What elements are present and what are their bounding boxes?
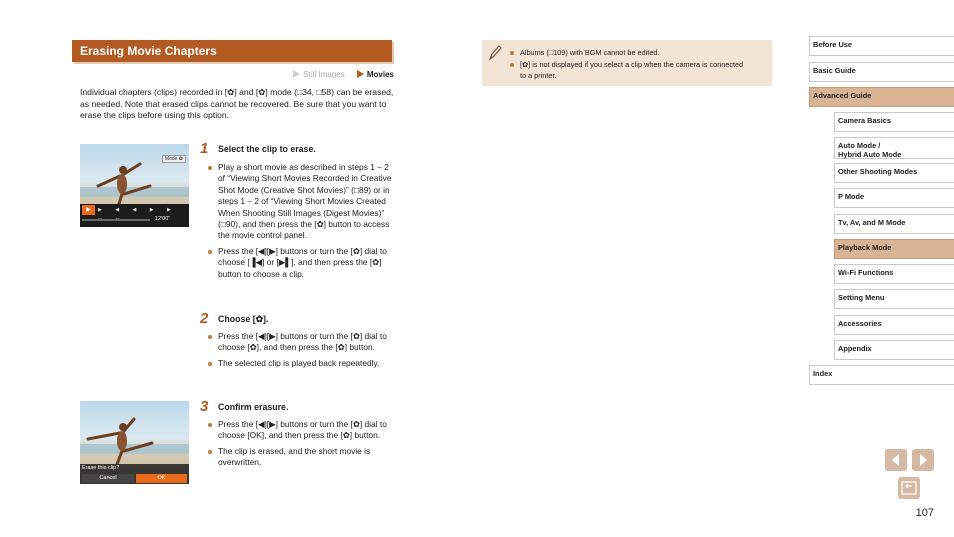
movie-control-screenshot	[80, 144, 189, 227]
erase-dialog	[80, 464, 189, 484]
mode-badge: Mode ✿	[162, 155, 186, 163]
movies-label: Movies	[366, 70, 394, 79]
nav-item-tv-av-and-m-mode[interactable]: Tv, Av, and M Mode	[834, 214, 954, 234]
step-1-number: 1	[200, 140, 209, 157]
step-2-bullet-1: Press the [◀][▶] buttons or turn the [✿] dial to choose [✿], and then press the [✿] button.	[208, 331, 396, 354]
intro-text: Individual chapters (clips) recorded in [✿] and [✿] mode (□34, □58) can be erased, as needed. Note that erased clips cannot be recovered. Be sure that you want to erase the clips before using this option.	[80, 87, 394, 120]
nav-item-playback-mode[interactable]: Playback Mode	[834, 239, 954, 259]
next-page-button[interactable]	[912, 449, 934, 471]
nav-item-wi-fi-functions[interactable]: Wi-Fi Functions	[834, 264, 954, 284]
previous-page-button[interactable]	[885, 449, 907, 471]
progress-bar	[82, 219, 150, 221]
section-title-bar	[72, 40, 392, 62]
nav-item-p-mode[interactable]: P Mode	[834, 188, 954, 208]
nav-item-auto-mode-hybrid-auto-mode[interactable]: Auto Mode / Hybrid Auto Mode	[834, 137, 954, 159]
ok-option[interactable]: OK	[136, 474, 187, 483]
note-box	[482, 40, 772, 86]
still-images-triangle-icon	[293, 70, 300, 78]
step-2-title: Choose [✿].	[218, 314, 269, 324]
step-1-bullet-2: Press the [◀][▶] buttons or turn the [✿] dial to choose [▐◀] or [▶▌], and then press the [✿] button to choose a clip.	[208, 246, 396, 280]
return-arrow-icon	[898, 477, 920, 499]
still-images-label: Still Images	[303, 70, 345, 79]
step-2-bullet-2: The selected clip is played back repeatedly.	[208, 358, 396, 369]
movie-control-panel	[80, 204, 189, 227]
pencil-icon	[487, 44, 503, 62]
movies-triangle-icon	[357, 70, 364, 78]
nav-item-appendix[interactable]: Appendix	[834, 340, 954, 360]
nav-item-accessories[interactable]: Accessories	[834, 315, 954, 335]
step-1-bullet-1: Play a short movie as described in steps 1 – 2 of “Viewing Short Movies Recorded in Creative Shot Mode (Creative Shot Movies)” (□89) or in steps 1 – 2 of “Viewing Short Movies Created When Shooting Still Images (Digest Movies)” (□90), and then press the [✿] button to access the movie control panel.	[208, 162, 396, 242]
step-3-bullets	[208, 419, 396, 473]
nav-item-advanced-guide[interactable]: Advanced Guide	[809, 87, 954, 107]
nav-item-other-shooting-modes[interactable]: Other Shooting Modes	[834, 163, 954, 183]
note-2: [✿] is not displayed if you select a clip when the camera is connected to a printer.	[510, 59, 750, 81]
nav-item-camera-basics[interactable]: Camera Basics	[834, 112, 954, 132]
step-1-bullets	[208, 162, 396, 284]
step-3-title: Confirm erasure.	[218, 402, 289, 412]
mode-indicator	[293, 70, 394, 79]
page-number: 107	[915, 507, 934, 519]
step-3-bullet-1: Press the [◀][▶] buttons or turn the [✿] dial to choose [OK], and then press the [✿] button.	[208, 419, 396, 442]
triangle-left-icon	[885, 449, 907, 471]
nav-item-basic-guide[interactable]: Basic Guide	[809, 62, 954, 82]
control-icons: ▶ ◀ ◀ ▶ ▶	[98, 207, 177, 213]
step-2-bullets	[208, 331, 396, 373]
step-1-title: Select the clip to erase.	[218, 144, 316, 154]
step-2-number: 2	[200, 310, 209, 327]
nav-item-index[interactable]: Index	[809, 365, 954, 385]
section-title: Erasing Movie Chapters	[80, 44, 217, 58]
step-3-bullet-2: The clip is erased, and the short movie is overwritten.	[208, 446, 396, 469]
nav-item-setting-menu[interactable]: Setting Menu	[834, 289, 954, 309]
note-bullets	[510, 47, 750, 82]
step-3-number: 3	[200, 398, 209, 415]
triangle-right-icon	[912, 449, 934, 471]
erase-prompt: Erase this clip?	[82, 465, 120, 471]
note-1: Albums (□109) with BGM cannot be edited.	[510, 47, 750, 58]
return-button[interactable]	[898, 477, 920, 499]
cancel-option[interactable]: Cancel	[82, 474, 134, 483]
playback-time: 12'00"	[155, 216, 171, 222]
nav-item-before-use[interactable]: Before Use	[809, 36, 954, 56]
play-icon[interactable]: ▶	[82, 205, 95, 215]
erase-confirm-screenshot	[80, 401, 189, 484]
